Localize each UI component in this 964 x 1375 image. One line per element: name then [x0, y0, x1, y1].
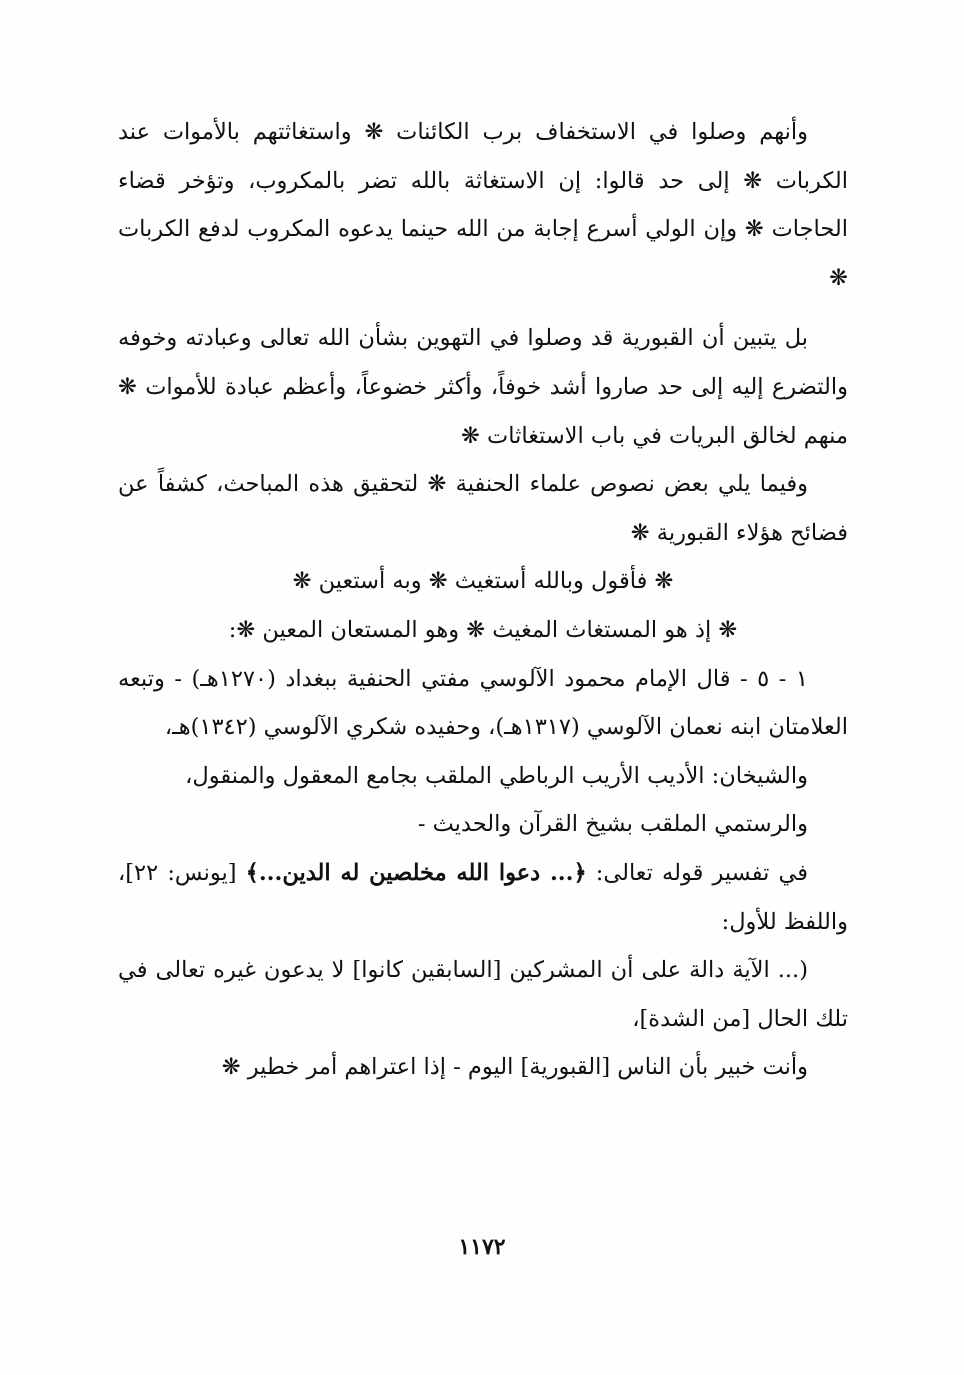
paragraph-istighatha: وأنهم وصلوا في الاستخفاف برب الكائنات ❋ واستغاثتهم بالأموات عند الكربات ❋ إلى حد قالوا: إن الاستغاثة بالله تضر بالمكروب، وتؤخر قضاء الحاجات ❋ وإن الولي أسرع إجابة من الله حينما يدعوه المكروب لدفع الكربات ❋ — [118, 119, 848, 291]
paragraph-invocation-two: ❋ إذ هو المستغاث المغيث ❋ وهو المستعان المعين ❋: — [228, 616, 738, 643]
paragraph-people-today: وأنت خبير بأن الناس [القبورية] اليوم - إذا اعتراهم أمر خطير ❋ — [221, 1054, 808, 1081]
paragraph-two-sheikhs: والشيخان: الأديب الأريب الرباطي الملقب بجامع المعقول والمنقول، — [185, 762, 808, 789]
paragraph-rustami: والرستمي الملقب بشيخ القرآن والحديث - — [417, 811, 808, 838]
paragraph-qubooriyya: بل يتبين أن القبورية قد وصلوا في التهوين بشأن الله تعالى وعبادته وخوفه والتضرع إليه إلى حد صاروا أشد خوفاً، وأكثر خضوعاً، وأعظم عبادة للأموات ❋ منهم لخالق البريات في باب الاستغاثات ❋ — [118, 325, 848, 449]
arabic-text-block — [118, 108, 848, 1092]
tafsir-intro: في تفسير قوله تعالى: — [586, 859, 809, 886]
paragraph-tafsir — [118, 849, 848, 946]
paragraph-alusi-quote: ١ - ٥ - قال الإمام محمود الآلوسي مفتي الحنفية ببغداد (١٢٧٠هـ) - وتبعه العلامتان ابنه نعمان الآلوسي (١٣١٧هـ)، وحفيده شكري الآلوسي (١٣٤٢)هـ، — [118, 665, 848, 741]
paragraph-verse-explanation: (... الآية دالة على أن المشركين [السابقين كانوا] لا يدعون غيره تعالى في تلك الحال [من الشدة]، — [118, 957, 848, 1032]
verse-reference: [يونس: ٢٢]، واللفظ للأول: — [118, 859, 848, 935]
paragraph-hanafi-texts: وفيما يلي بعض نصوص علماء الحنفية ❋ لتحقيق هذه المباحث، كشفاً عن فضائح هؤلاء القبورية ❋ — [118, 471, 848, 546]
page-number: ١١٧٢ — [458, 1234, 506, 1260]
quranic-verse: ﴿... دعوا الله مخلصين له الدين...﴾ — [245, 859, 587, 886]
paragraph-invocation-one: ❋ فأقول وبالله أستغيث ❋ وبه أستعين ❋ — [292, 568, 674, 595]
